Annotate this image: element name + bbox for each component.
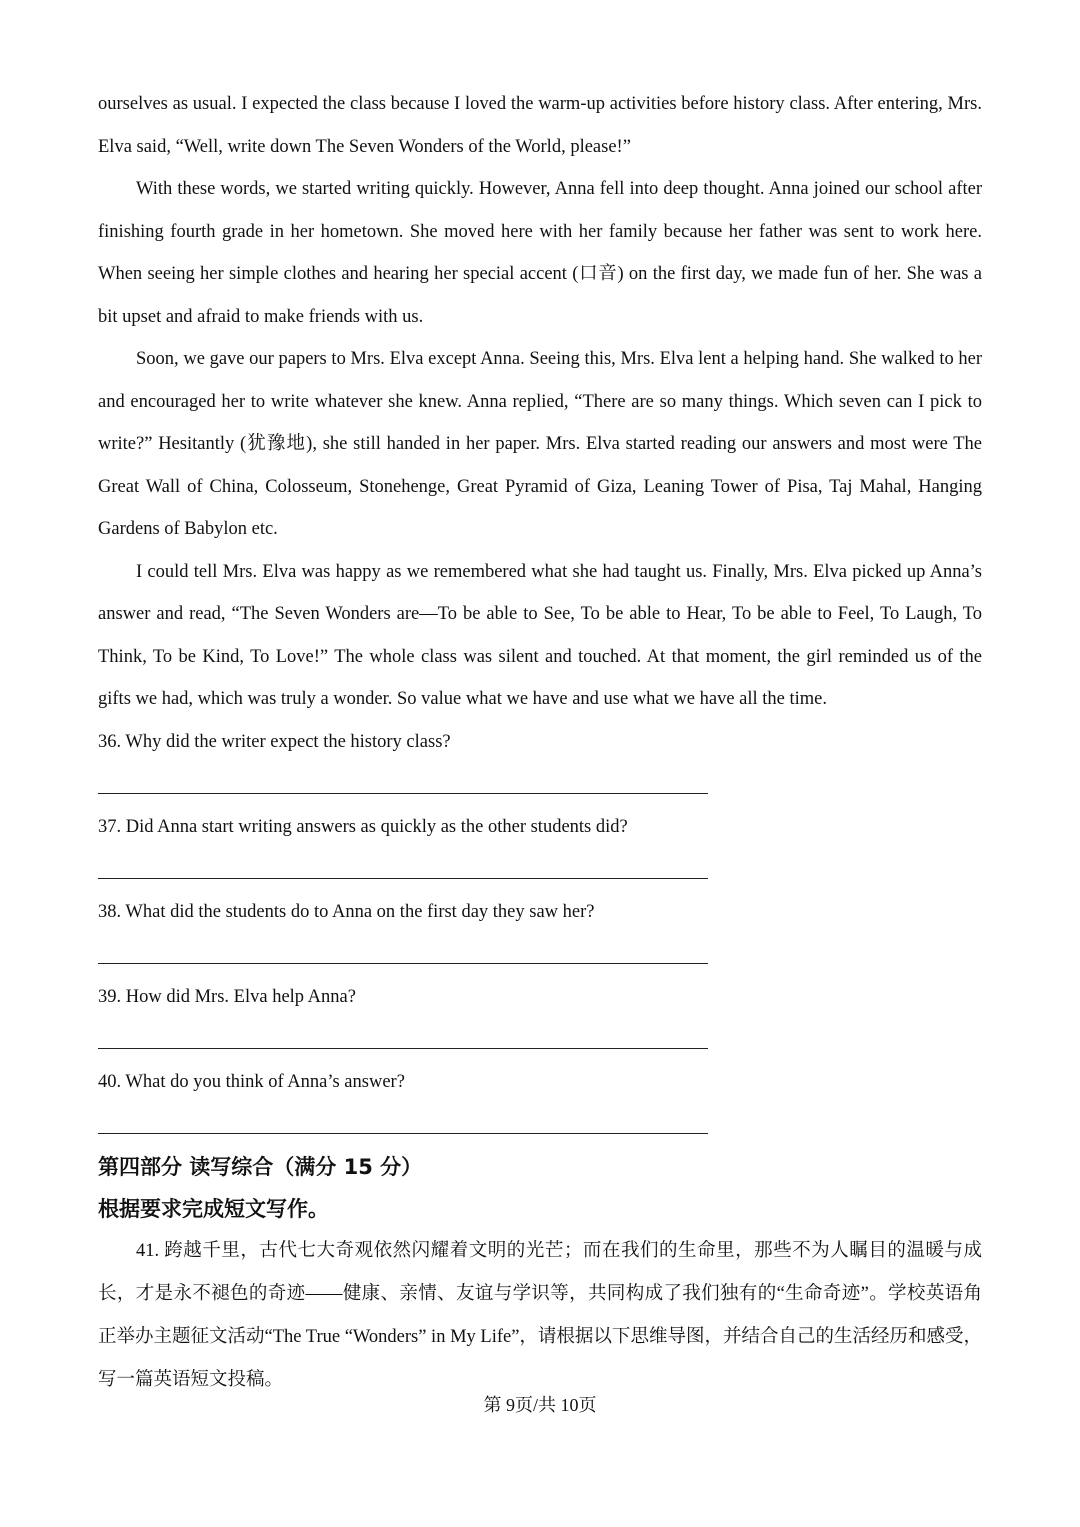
question-40 xyxy=(98,1061,982,1134)
question-37 xyxy=(98,806,982,879)
question-text: 39. How did Mrs. Elva help Anna? xyxy=(98,986,356,1007)
question-text: 40. What do you think of Anna’s answer? xyxy=(98,1071,405,1092)
question-38 xyxy=(98,891,982,964)
question-text: 38. What did the students do to Anna on the first day they saw her? xyxy=(98,901,595,922)
question-39 xyxy=(98,976,982,1049)
passage-paragraph-1: ourselves as usual. I expected the class because I loved the warm-up activities before history class. After entering, Mrs. Elva said, “Well, write down The Seven Wonders of the World, please!” xyxy=(98,94,982,157)
question-text: 37. Did Anna start writing answers as quickly as the other students did? xyxy=(98,816,628,837)
page-number: 第 9页/共 10页 xyxy=(483,1395,597,1415)
section-instruction: 根据要求完成短文写作。 xyxy=(98,1196,329,1221)
passage-paragraph-2: With these words, we started writing quickly. However, Anna fell into deep thought. Anna joined our school after finishing fourth grade in her hometown. She moved here with her family because her father was sent to work here. When seeing her simple clothes and hearing her special accent (口音) on the first day, we made fun of her. She was a bit upset and afraid to make friends with us. xyxy=(98,179,982,327)
passage-paragraph-3: Soon, we gave our papers to Mrs. Elva except Anna. Seeing this, Mrs. Elva lent a helping hand. She walked to her and encouraged her to write whatever she knew. Anna replied, “There are so many things. Which seven can I pick to write?” Hesitantly (犹豫地), she still handed in her paper. Mrs. Elva started reading our answers and most were The Great Wall of China, Colosseum, Stonehenge, Great Pyramid of Giza, Leaning Tower of Pisa, Taj Mahal, Hanging Gardens of Babylon etc. xyxy=(98,349,982,539)
question-36 xyxy=(98,721,982,794)
exam-page xyxy=(98,83,982,1402)
passage-paragraph-4: I could tell Mrs. Elva was happy as we remembered what she had taught us. Finally, Mrs. Elva picked up Anna’s answer and read, “The Seven Wonders are—To be able to See, To be able to Hear, To be able to Feel, To Laugh, To Think, To be Kind, To Love!” The whole class was silent and touched. At that moment, the girl reminded us of the gifts we had, which was truly a wonder. So value what we have and use what we have all the time. xyxy=(98,561,982,709)
writing-prompt: 41. 跨越千里，古代七大奇观依然闪耀着文明的光芒；而在我们的生命里，那些不为人瞩目的温暖与成长，才是永不褪色的奇迹——健康、亲情、友谊与学识等，共同构成了我们独有的“生命奇迹”。学校英语角正举办主题征文活动“The True “Wonders” in My Life”，请根据以下思维导图，并结合自己的生活经历和感受，写一篇英语短文投稿。 xyxy=(98,1240,982,1390)
section-heading: 第四部分 读写综合（满分 15 分） xyxy=(98,1154,423,1179)
question-text: 36. Why did the writer expect the history class? xyxy=(98,731,451,752)
